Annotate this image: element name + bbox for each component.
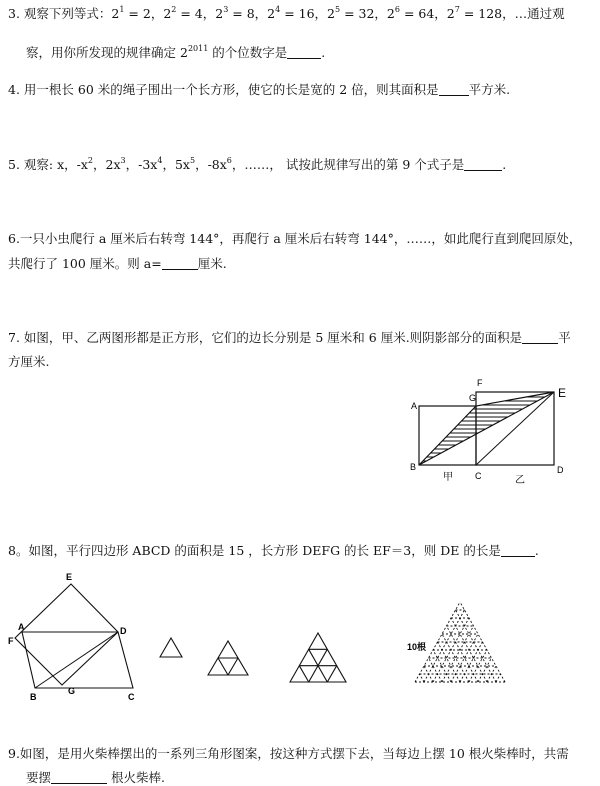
q9-matchstick-line <box>424 610 465 682</box>
q3-equation: $2^1 = 2$， <box>111 5 164 21</box>
q8-label-c: C <box>128 692 135 702</box>
q5-term-4: ，5x <box>162 157 190 172</box>
q7-text-2: 方厘米. <box>8 354 50 369</box>
q7-label-b: B <box>410 462 417 472</box>
q9-matchstick-line <box>438 642 461 682</box>
q3-equation: $2^2 = 4$， <box>163 5 216 21</box>
q3-answer-blank[interactable] <box>287 46 321 59</box>
q8-label-d: D <box>120 626 127 636</box>
q6-line2 <box>8 256 227 272</box>
q7-label-g: G <box>469 393 477 403</box>
q9-triangles <box>160 602 505 682</box>
q8-answer-blank[interactable] <box>501 544 535 557</box>
q9-matchstick-line <box>420 674 425 682</box>
q9-line1 <box>8 746 569 762</box>
q7-label-a: A <box>411 401 418 411</box>
q8-label-g: G <box>68 686 76 696</box>
q8-segment-bd <box>35 632 118 688</box>
q8-line <box>8 543 539 559</box>
q5-term-2: ，2x <box>93 157 121 172</box>
q7-text: 7. 如图，甲、乙两图形都是正方形，它们的边长分别是 5 厘米和 6 厘米.则阴影部分的面积是 <box>8 330 523 345</box>
q3-equation: $2^6 = 64$， <box>386 5 447 21</box>
q5-end: . <box>502 157 507 172</box>
q8-end: . <box>534 543 539 558</box>
q3-equation: $2^7 = 128$， <box>446 5 515 21</box>
q4-end: 平方米. <box>468 82 511 97</box>
q5-line <box>8 157 506 173</box>
q7-text-end: 平 <box>558 330 571 345</box>
q3-prefix: 3. 观察下列等式： <box>8 6 112 21</box>
q5-exp-2: 2 <box>87 156 94 165</box>
q9-matchstick-line <box>456 610 497 682</box>
q8-label-f: F <box>8 636 14 646</box>
q5-term-3: ，-3x <box>125 157 158 172</box>
q7-answer-blank[interactable] <box>522 331 558 344</box>
q6-line1 <box>8 231 581 247</box>
q3-line2-text: 察，用你所发现的规律确定 2 <box>26 45 188 60</box>
q7-shaded-triangle <box>419 392 554 465</box>
q9-triangle-10 <box>415 602 505 682</box>
q3-line2 <box>26 45 325 61</box>
q9-count-label: 10根 <box>407 642 427 652</box>
q6-answer-blank[interactable] <box>162 257 198 270</box>
q7-label-d: D <box>557 465 564 475</box>
q7-label-yi: 乙 <box>515 475 525 486</box>
q5-exp-5: 5 <box>189 156 196 165</box>
q9-matchstick-line <box>460 642 483 682</box>
q3-line1 <box>8 6 565 22</box>
q9-text-c: 根火柴棒. <box>107 770 165 785</box>
q6-unit: 厘米. <box>197 256 227 271</box>
q7-figure <box>395 375 580 490</box>
q9-text-b: 要摆 <box>26 770 52 785</box>
q8-text: 8。如图，平行四边形 ABCD 的面积是 15 ，长方形 DEFG 的长 EF＝3，则 DE 的长是 <box>8 543 501 558</box>
q3-equation: $2^3 = 8$， <box>215 5 268 21</box>
q5-term-1: 5. 观察: x，-x <box>8 157 88 172</box>
q4-answer-blank[interactable] <box>439 83 469 96</box>
q9-triangle-2 <box>208 641 248 675</box>
q8-label-a: A <box>18 622 25 632</box>
q4-line <box>8 82 510 98</box>
q9-answer-blank[interactable] <box>51 771 107 784</box>
q5-exp-4: 4 <box>157 156 163 165</box>
q7-line2 <box>8 354 49 370</box>
q8-label-e: E <box>66 572 73 582</box>
q9-matchstick-line <box>496 674 501 682</box>
q9-text: 9.如图，是用火柴棒摆出的一系列三角形图案，按这种方式摆下去，当每边上摆 10 根火柴棒时，共需 <box>8 746 569 761</box>
q3-equation: $2^4 = 16$， <box>267 5 328 21</box>
q3-tail: …通过观 <box>514 6 565 21</box>
q3-exponent: 2011 <box>187 44 209 53</box>
q7-label-f: F <box>477 378 483 388</box>
q3-line2-text-b: 的个位数字是 <box>208 45 288 60</box>
q8-figure <box>8 572 135 702</box>
q7-label-e: E <box>558 386 567 400</box>
q6-text-b: 共爬行了 100 厘米。则 a= <box>8 256 162 271</box>
q9-triangle-1 <box>160 638 182 657</box>
q8-q9-figures <box>0 572 600 707</box>
q5-term-5: ，-8x <box>195 157 227 172</box>
q7-label-c: C <box>475 471 482 481</box>
q7-label-jia: 甲 <box>443 472 453 483</box>
q5-exp-6: 6 <box>226 156 232 165</box>
q3-end: . <box>321 45 326 60</box>
q5-exp-3: 3 <box>120 156 126 165</box>
q3-equation: $2^5 = 32$， <box>327 5 387 21</box>
q4-text: 4. 用一根长 60 米的绳子围出一个长方形，使它的长是宽的 2 倍，则其面积是 <box>8 82 439 97</box>
q8-label-b: B <box>30 692 37 702</box>
q6-text: 6.一只小虫爬行 a 厘米后右转弯 144°，再爬行 a 厘米后右转弯 144°，……，如此爬行直到爬回原处， <box>8 231 582 246</box>
q8-parallelogram <box>22 632 133 688</box>
q5-text: ，……， 试按此规律写出的第 9 个式子是 <box>231 157 465 172</box>
q9-line2 <box>26 770 165 786</box>
q3-equations <box>111 6 514 21</box>
q7-line1 <box>8 330 571 346</box>
q9-triangle-3 <box>290 633 346 682</box>
q5-answer-blank[interactable] <box>464 158 502 171</box>
